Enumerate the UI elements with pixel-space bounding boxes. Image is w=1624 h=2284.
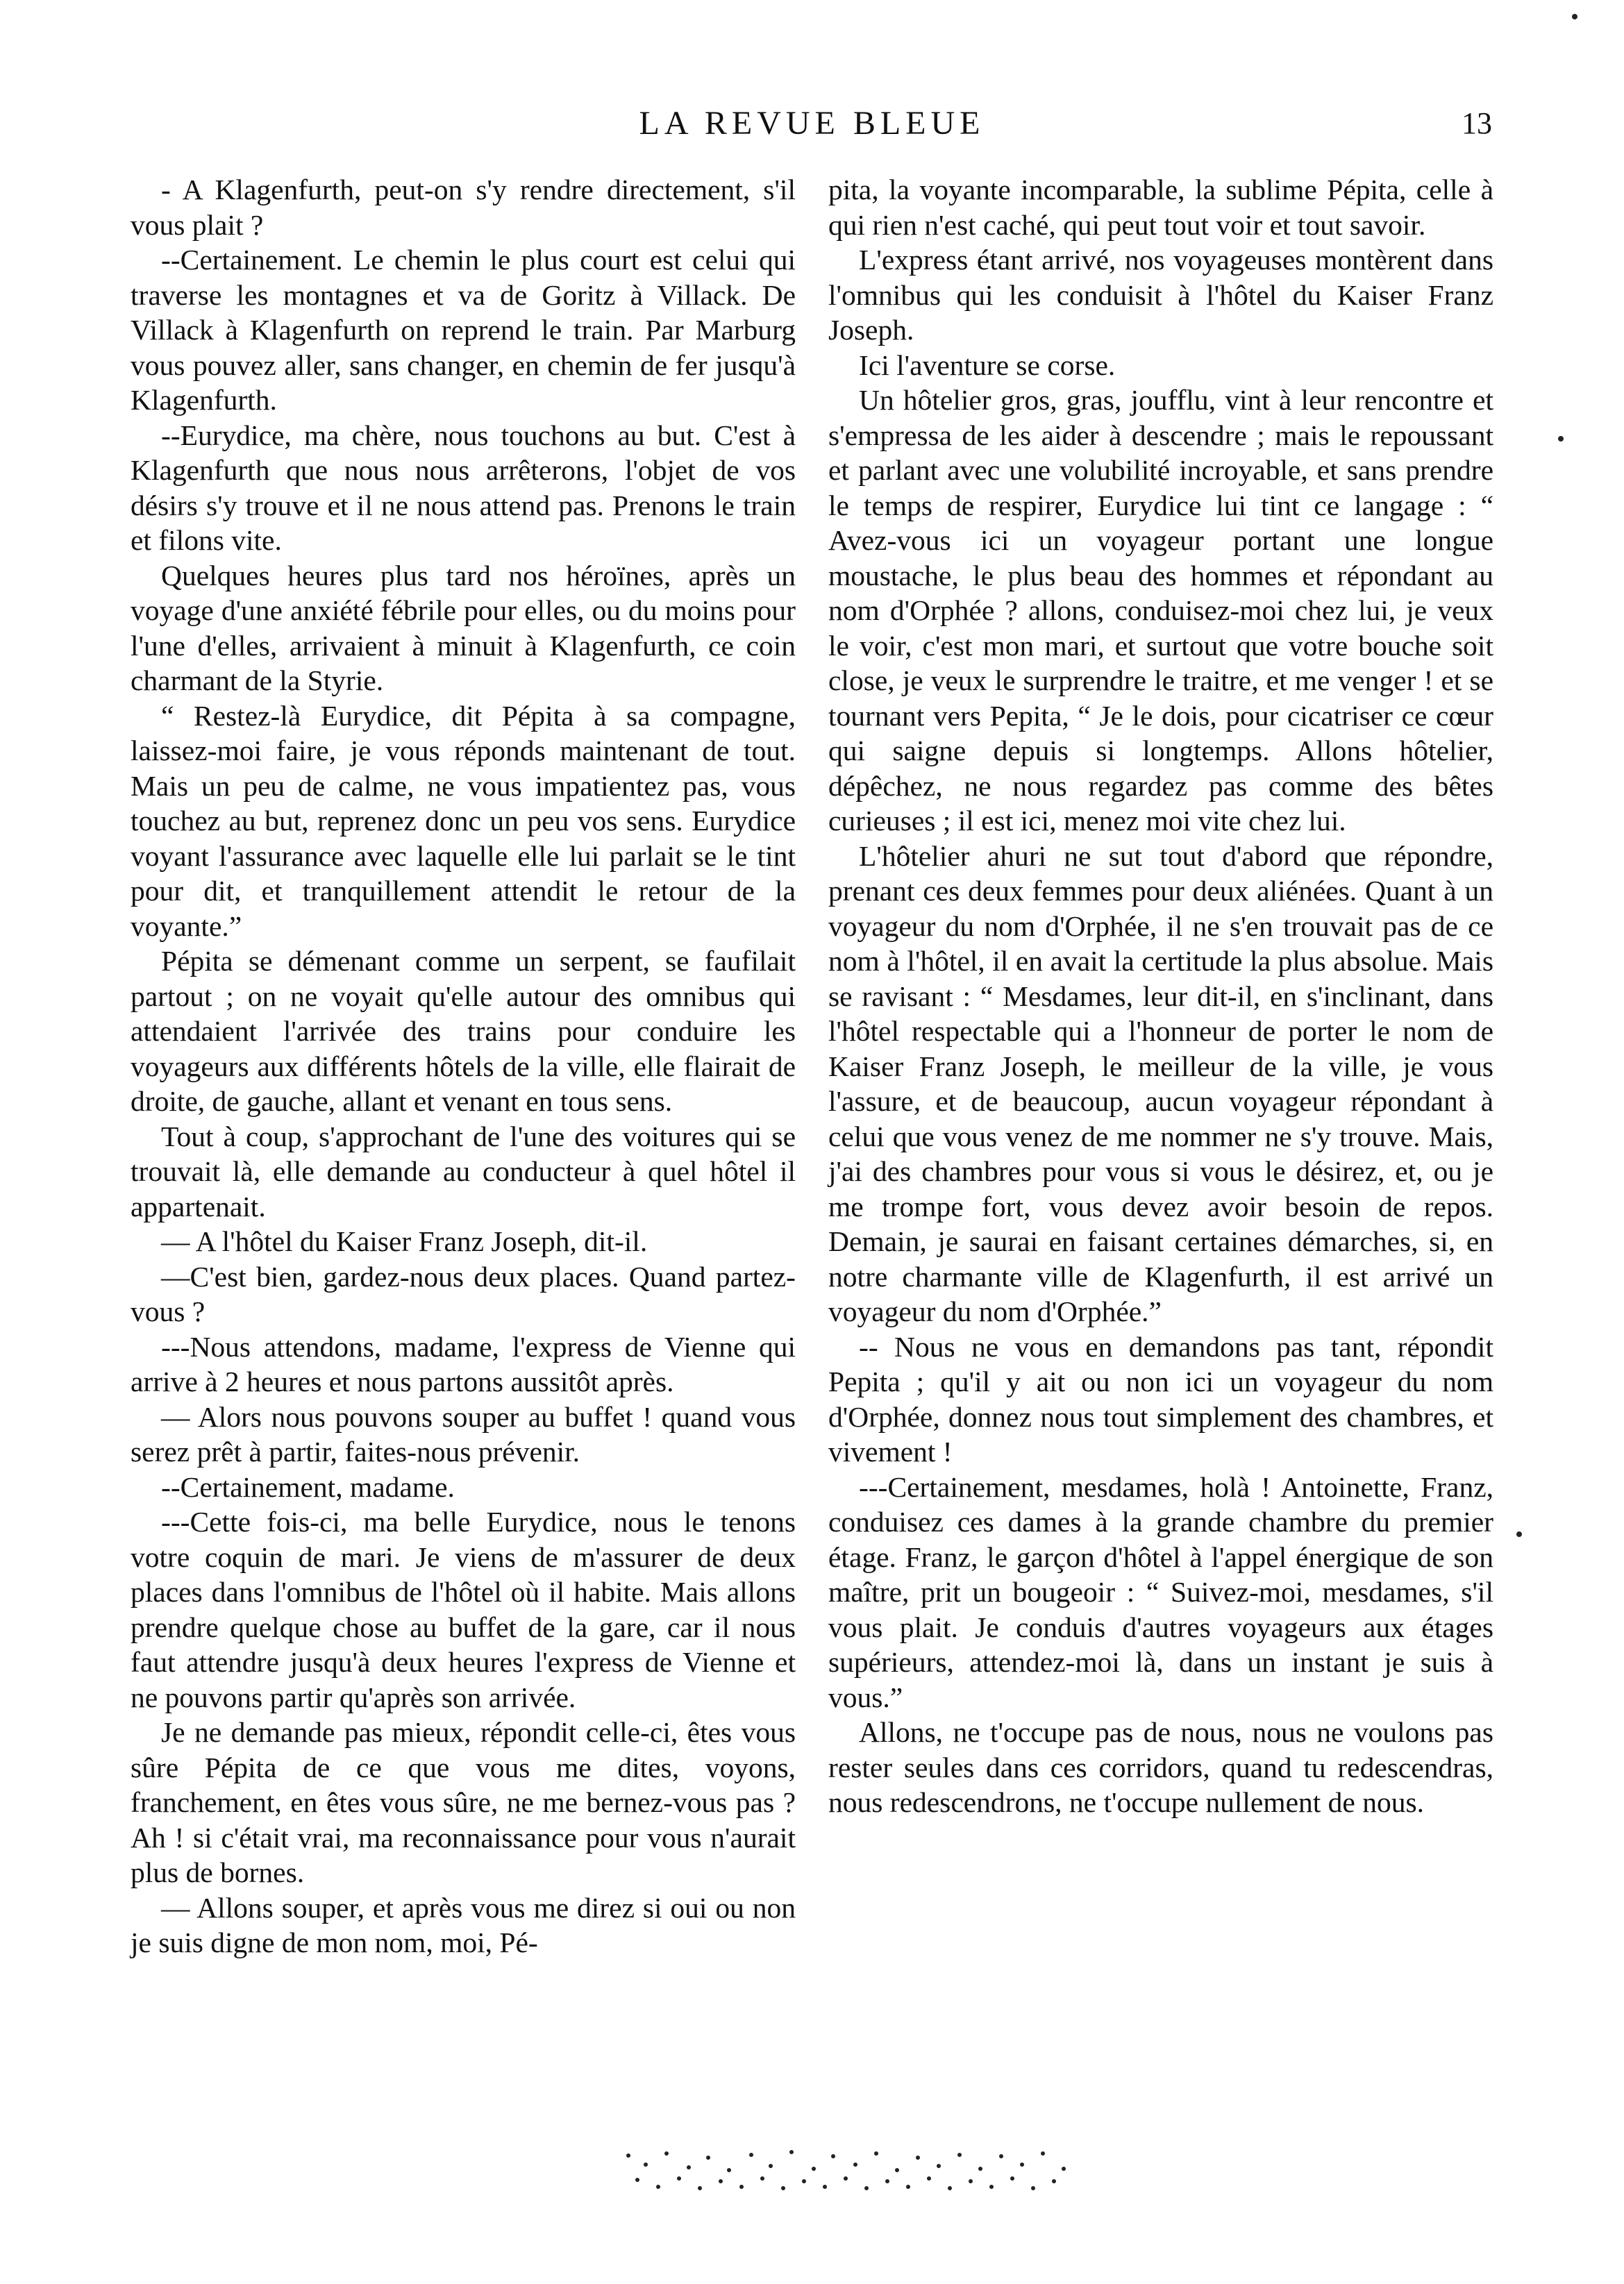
paragraph: Je ne demande pas mieux, répondit celle-ci, êtes vous sûre Pépita de ce que vous me dites, voyons, franchement, en êtes vous sûre, ne me bernez-vous pas ? Ah ! si c'était vrai, ma reconnaissance pour vous n'aurait plus de bornes. <box>131 1716 796 1888</box>
paragraph: Ici l'aventure se corse. <box>859 349 1116 381</box>
paragraph: “ Restez-là Eurydice, dit Pépita à sa compagne, laissez-moi faire, je vous réponds maintenant de tout. Mais un peu de calme, ne vous impatientez pas, vous touchez au but, reprenez donc un peu vos sens. Eurydice voyant l'assurance avec laquelle elle lui parlait se le tint pour dit, et tranquillement attendit le retour de la voyante.” <box>131 699 796 942</box>
paragraph: Un hôtelier gros, gras, joufflu, vint à leur rencontre et s'empressa de les aider à descendre ; mais le repoussant et parlant avec une volubilité incroyable, et sans prendre le temps de respirer, Eurydice lui tint ce langage : “ Avez-vous ici un voyageur portant une longue moustache, le plus beau des hommes et répondant au nom d'Orphée ? allons, conduisez-moi chez lui, je veux le voir, c'est mon mari, et surtout que votre bouche soit close, je veux le surprendre le traitre, et me venger ! et se tournant vers Pepita, “ Je le dois, pour cicatriser ce cœur qui saigne depuis si longtemps. Allons hôtelier, dépêchez, ne nous regardez pas comme des bêtes curieuses ; il est ici, menez moi vite chez lui. <box>828 384 1493 837</box>
paragraph: -- Nous ne vous en demandons pas tant, répondit Pepita ; qu'il y ait ou non ici un voyageur du nom d'Orphée, donnez nous tout simplement des chambres, et vivement ! <box>828 1330 1493 1468</box>
paragraph: Pépita se démenant comme un serpent, se faufilait partout ; on ne voyait qu'elle autour des omnibus qui attendaient l'arrivée des trains pour conduire les voyageurs aux différents hôtels de la ville, elle flairait de droite, de gauche, allant et venant en tous sens. <box>131 945 796 1117</box>
paragraph: — A l'hôtel du Kaiser Franz Joseph, dit-il. <box>161 1225 648 1257</box>
paragraph: --Certainement, madame. <box>161 1470 455 1503</box>
scan-speck <box>1516 1531 1522 1537</box>
scan-speck <box>1572 14 1577 19</box>
left-column <box>131 172 796 1960</box>
paragraph: Allons, ne t'occupe pas de nous, nous ne voulons pas rester seules dans ces corridors, quand tu redescendras, nous redescendrons, ne t'occupe nullement de nous. <box>828 1716 1493 1818</box>
dot-noise-cluster <box>626 2150 1066 2190</box>
paragraph: L'hôtelier ahuri ne sut tout d'abord que répondre, prenant ces deux femmes pour deux aliénées. Quant à un voyageur du nom d'Orphée, il ne s'en trouvait pas de ce nom à l'hôtel, il en avait la certitude la plus absolue. Mais se ravisant : “ Mesdames, leur dit-il, en s'inclinant, dans l'hôtel respectable qui a l'honneur de porter le nom de Kaiser Franz Joseph, le meilleur de la ville, je vous l'assure, et de beaucoup, aucun voyageur répondant à celui que vous venez de me nommer ne s'y trouve. Mais, j'ai des chambres pour vous si vous le désirez, et, ou je me trompe fort, vous devez avoir besoin de repos. Demain, je saurai en faisant certaines démarches, si, en notre charmante ville de Klagenfurth, il est arrivé un voyageur du nom d'Orphée.” <box>828 839 1493 1327</box>
paragraph: --Certainement. Le chemin le plus court est celui qui traverse les montagnes et va de Goritz à Villack. De Villack à Klagenfurth on reprend le train. Par Marburg vous pouvez aller, sans changer, en chemin de fer jusqu'à Klagenfurth. <box>131 244 796 416</box>
paragraph: - A Klagenfurth, peut-on s'y rendre directement, s'il vous plait ? <box>131 174 796 241</box>
paragraph: — Allons souper, et après vous me direz si oui ou non je suis digne de mon nom, moi, Pé- <box>131 1891 796 1958</box>
paragraph: Tout à coup, s'approchant de l'une des voitures qui se trouvait là, elle demande au conducteur à quel hôtel il appartenait. <box>131 1120 796 1223</box>
page-number: 13 <box>1462 106 1492 140</box>
paragraph: ---Nous attendons, madame, l'express de Vienne qui arrive à 2 heures et nous partons aussitôt après. <box>131 1330 796 1397</box>
paragraph: ---Cette fois-ci, ma belle Eurydice, nous le tenons votre coquin de mari. Je viens de m'assurer de deux places dans l'omnibus de l'hôtel où il habite. Mais allons prendre quelque chose au buffet de la gare, car il nous faut attendre jusqu'à deux heures l'express de Vienne et ne pouvons partir qu'après son arrivée. <box>131 1506 796 1713</box>
paragraph: —C'est bien, gardez-nous deux places. Quand partez-vous ? <box>131 1260 796 1327</box>
paragraph: — Alors nous pouvons souper au buffet ! quand vous serez prêt à partir, faites-nous prévenir. <box>131 1400 796 1468</box>
paragraph: L'express étant arrivé, nos voyageuses montèrent dans l'omnibus qui les conduisit à l'hôtel du Kaiser Franz Joseph. <box>828 244 1493 346</box>
paragraph: Quelques heures plus tard nos héroïnes, après un voyage d'une anxiété fébrile pour elles, ou du moins pour l'une d'elles, arrivaient à minuit à Klagenfurth, ce coin charmant de la Styrie. <box>131 559 796 696</box>
right-column <box>828 172 1493 1820</box>
scan-speck <box>1558 436 1564 442</box>
running-title: LA REVUE BLEUE <box>639 105 985 142</box>
paragraph: ---Certainement, mesdames, holà ! Antoinette, Franz, conduisez ces dames à la grande chambre du premier étage. Franz, le garçon d'hôtel à l'appel énergique de son maître, prit un bougeoir : “ Suivez-moi, mesdames, s'il vous plait. Je conduis d'autres voyageurs aux étages supérieurs, attendez-moi là, dans un instant je suis à vous.” <box>828 1470 1493 1713</box>
paragraph-continued: pita, la voyante incomparable, la sublime Pépita, celle à qui rien n'est caché, qui peut tout voir et tout savoir. <box>828 174 1493 241</box>
paragraph: --Eurydice, ma chère, nous touchons au but. C'est à Klagenfurth que nous nous arrêterons, l'objet de vos désirs s'y trouve et il ne nous attend pas. Prenons le train et filons vite. <box>131 419 796 556</box>
